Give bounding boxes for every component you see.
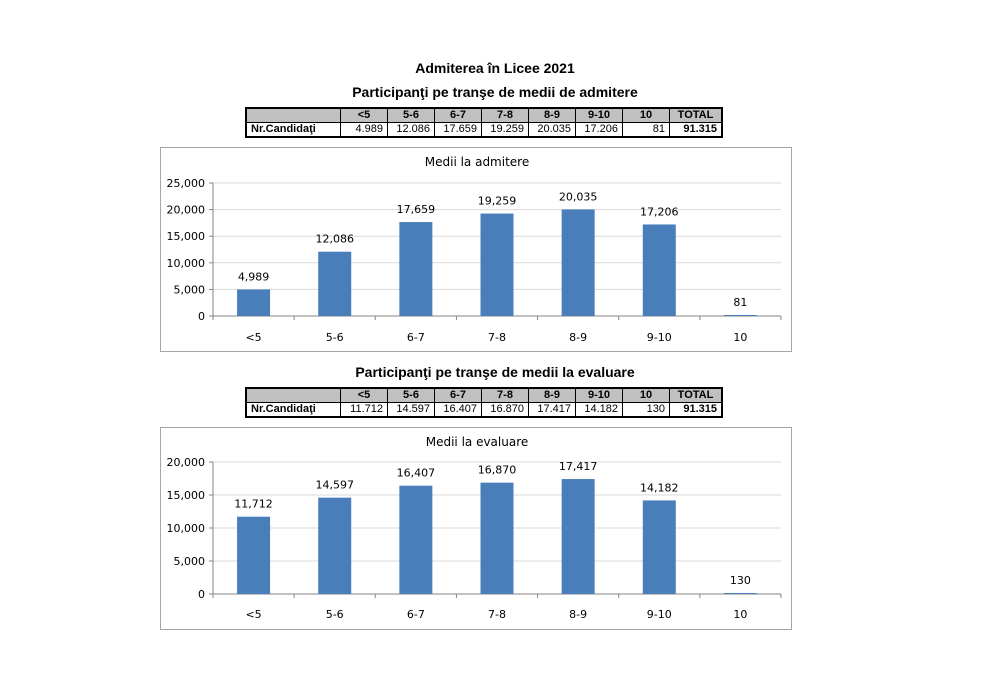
chart-evaluare bbox=[160, 427, 792, 630]
x-tick-label: 6-7 bbox=[406, 331, 425, 344]
header-cell: 5-6 bbox=[388, 388, 435, 403]
y-tick-label: 15,000 bbox=[166, 489, 205, 502]
data-label: 16,407 bbox=[396, 466, 436, 480]
value-cell: 11.712 bbox=[341, 403, 388, 418]
y-tick-label: 25,000 bbox=[166, 177, 205, 190]
data-label: 16,870 bbox=[477, 463, 517, 477]
value-cell: 12.086 bbox=[388, 123, 435, 138]
value-cell: 17.659 bbox=[435, 123, 482, 138]
chart-evaluare-svg bbox=[161, 428, 791, 629]
header-cell: 6-7 bbox=[435, 388, 482, 403]
data-label: 81 bbox=[733, 296, 748, 309]
y-tick-label: 10,000 bbox=[166, 256, 205, 270]
value-cell: 19.259 bbox=[482, 123, 529, 138]
y-tick-label: 5,000 bbox=[173, 283, 205, 297]
bar bbox=[237, 517, 270, 594]
data-label: 20,035 bbox=[558, 190, 598, 204]
x-tick-label: 9-10 bbox=[646, 608, 672, 621]
header-blank-cell bbox=[246, 388, 341, 403]
bar bbox=[318, 252, 351, 316]
bar bbox=[481, 483, 514, 594]
x-tick-label: 7-8 bbox=[488, 608, 506, 621]
bar bbox=[562, 209, 595, 316]
x-tick-label: 10 bbox=[733, 608, 748, 621]
header-cell: 9-10 bbox=[576, 108, 623, 123]
value-cell: 17.206 bbox=[576, 123, 623, 138]
y-tick-label: 0 bbox=[198, 588, 205, 601]
row-label: Nr.Candidaţi bbox=[246, 403, 341, 418]
summary-table-evaluare bbox=[245, 387, 723, 418]
x-tick-label: 10 bbox=[733, 331, 748, 344]
value-cell: 20.035 bbox=[529, 123, 576, 138]
header-cell: 5-6 bbox=[388, 108, 435, 123]
header-cell-total: TOTAL bbox=[670, 388, 723, 403]
header-cell: 8-9 bbox=[529, 388, 576, 403]
x-tick-label: <5 bbox=[245, 331, 262, 344]
y-tick-label: 5,000 bbox=[173, 555, 205, 568]
page-title: Admiterea în Licee 2021 bbox=[415, 60, 575, 76]
value-cell: 16.407 bbox=[435, 403, 482, 418]
data-label: 17,206 bbox=[640, 205, 679, 219]
value-cell: 16.870 bbox=[482, 403, 529, 418]
header-cell: <5 bbox=[341, 388, 388, 403]
x-tick-label: 8-9 bbox=[569, 331, 588, 344]
data-label: 4,989 bbox=[237, 270, 270, 284]
bar bbox=[562, 479, 595, 594]
header-cell: 8-9 bbox=[529, 108, 576, 123]
value-cell: 81 bbox=[623, 123, 670, 138]
bar bbox=[399, 222, 432, 316]
header-cell: 9-10 bbox=[576, 388, 623, 403]
header-cell: 7-8 bbox=[482, 108, 529, 123]
bar bbox=[643, 500, 676, 594]
data-label: 12,086 bbox=[315, 232, 354, 246]
header-cell: <5 bbox=[341, 108, 388, 123]
bar bbox=[724, 593, 757, 594]
data-label: 14,597 bbox=[315, 478, 354, 492]
y-tick-label: 0 bbox=[198, 310, 205, 323]
value-cell: 14.182 bbox=[576, 403, 623, 418]
x-tick-label: 5-6 bbox=[325, 608, 344, 621]
bar bbox=[399, 486, 432, 594]
table-header-row bbox=[246, 108, 722, 123]
section-title-admitere: Participanţi pe tranşe de medii de admitere bbox=[352, 84, 638, 100]
bar bbox=[318, 498, 351, 594]
chart-title: Medii la evaluare bbox=[425, 435, 529, 449]
data-label: 11,712 bbox=[234, 497, 273, 511]
x-tick-label: 5-6 bbox=[325, 331, 344, 344]
y-tick-label: 10,000 bbox=[166, 522, 205, 535]
table-header-row bbox=[246, 388, 722, 403]
y-tick-label: 20,000 bbox=[166, 203, 205, 217]
header-blank-cell bbox=[246, 108, 341, 123]
value-cell: 4.989 bbox=[341, 123, 388, 138]
total-cell: 91.315 bbox=[670, 123, 723, 138]
x-tick-label: 6-7 bbox=[406, 608, 425, 621]
header-cell-total: TOTAL bbox=[670, 108, 723, 123]
summary-table-admitere bbox=[245, 107, 723, 138]
data-label: 14,182 bbox=[640, 481, 679, 495]
chart-admitere-svg bbox=[161, 148, 791, 351]
table-row bbox=[246, 123, 722, 138]
header-cell: 7-8 bbox=[482, 388, 529, 403]
table-row bbox=[246, 403, 722, 418]
header-cell: 10 bbox=[623, 388, 670, 403]
row-label: Nr.Candidaţi bbox=[246, 123, 341, 138]
bar bbox=[481, 214, 514, 316]
chart-title: Medii la admitere bbox=[424, 155, 530, 169]
y-tick-label: 15,000 bbox=[166, 230, 205, 244]
data-label: 17,659 bbox=[396, 203, 436, 217]
y-tick-label: 20,000 bbox=[166, 456, 205, 469]
bar bbox=[643, 224, 676, 316]
header-cell: 10 bbox=[623, 108, 670, 123]
bar bbox=[724, 315, 757, 316]
total-cell: 91.315 bbox=[670, 403, 723, 418]
x-tick-label: 7-8 bbox=[488, 331, 506, 344]
x-tick-label: 9-10 bbox=[646, 331, 672, 344]
section-title-evaluare: Participanţi pe tranşe de medii la evaluare bbox=[355, 364, 635, 380]
header-cell: 6-7 bbox=[435, 108, 482, 123]
value-cell: 17.417 bbox=[529, 403, 576, 418]
data-label: 130 bbox=[729, 574, 751, 587]
value-cell: 130 bbox=[623, 403, 670, 418]
value-cell: 14.597 bbox=[388, 403, 435, 418]
x-tick-label: <5 bbox=[245, 608, 262, 621]
data-label: 17,417 bbox=[558, 460, 598, 474]
x-tick-label: 8-9 bbox=[569, 608, 588, 621]
chart-admitere bbox=[160, 147, 792, 352]
bar bbox=[237, 289, 270, 316]
data-label: 19,259 bbox=[477, 194, 517, 208]
